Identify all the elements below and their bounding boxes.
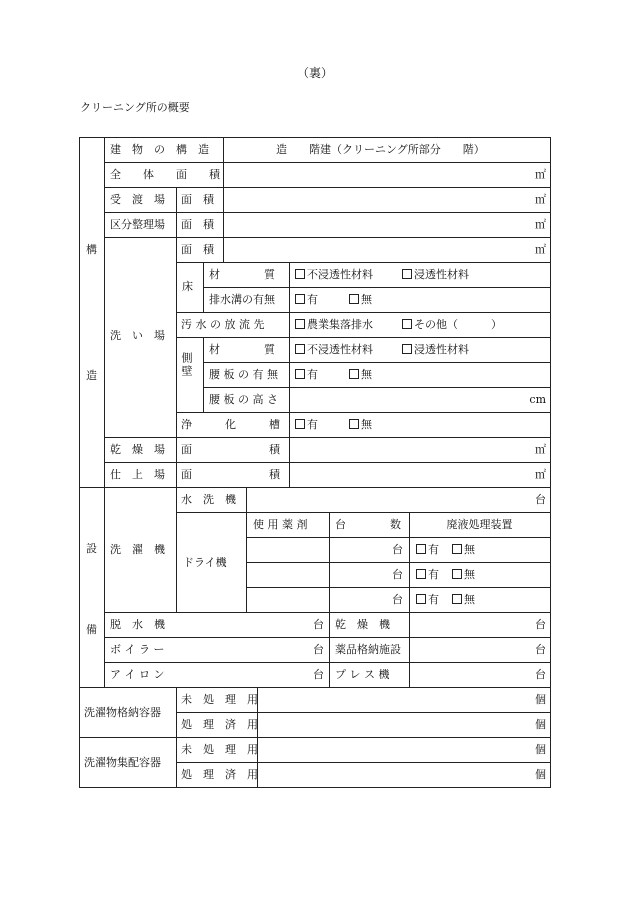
iron-unit: 台 — [313, 668, 324, 681]
floor-material-label: 材 質 — [209, 268, 275, 281]
press-label: プ レ ス 機 — [335, 668, 390, 681]
structure-value: 造 階建（クリーニング所部分 階） — [276, 143, 485, 156]
waist-height-label: 腰 板 の 高 さ — [209, 393, 278, 406]
waste-yes-checkbox-1[interactable] — [416, 544, 426, 554]
floor-material-options: 不浸透性材料 浸透性材料 — [295, 269, 469, 280]
drainage-agri-checkbox[interactable] — [295, 319, 305, 329]
receiving-area-area-label: 面 積 — [181, 193, 214, 206]
dry-machine-label: ドライ機 — [183, 556, 227, 569]
side-label: （裏） — [296, 66, 333, 80]
dry-count-unit-3: 台 — [392, 593, 403, 606]
drainage-options: 農業集落排水 その他（ ） — [295, 319, 502, 330]
drying-area-area-label: 面 積 — [181, 443, 280, 456]
dry-waste-options-1: 有 無 — [416, 544, 475, 555]
total-area-unit: ㎡ — [535, 168, 546, 181]
waste-no-checkbox-1[interactable] — [452, 544, 462, 554]
boiler-unit: 台 — [313, 643, 324, 656]
structure-label-2: 造 — [86, 369, 97, 382]
total-area-label: 全 体 面 積 — [110, 168, 220, 181]
dehydrator-unit: 台 — [313, 618, 324, 631]
sorting-area-unit: ㎡ — [535, 218, 546, 231]
floor-permeable-checkbox[interactable] — [402, 269, 412, 279]
press-unit: 台 — [535, 668, 546, 681]
section-title: クリーニング所の概要 — [80, 101, 190, 114]
dry-count-unit-1: 台 — [392, 543, 403, 556]
washing-area-label: 洗 い 場 — [110, 329, 165, 342]
dryer-label: 乾 燥 機 — [335, 618, 390, 631]
finishing-area-area-label: 面 積 — [181, 468, 280, 481]
wall-permeable-checkbox[interactable] — [402, 344, 412, 354]
septic-yes-checkbox[interactable] — [295, 419, 305, 429]
equipment-label-1: 設 — [86, 542, 97, 555]
structure-label-1: 構 — [86, 243, 97, 256]
wall-material-label: 材 質 — [209, 343, 275, 356]
collection-untreated-unit: 個 — [535, 743, 546, 756]
waste-yes-checkbox-3[interactable] — [416, 594, 426, 604]
waist-board-label: 腰 板 の 有 無 — [209, 368, 278, 381]
dry-waste-options-2: 有 無 — [416, 569, 475, 580]
collection-untreated-label: 未 処 理 用 — [181, 743, 258, 756]
chemical-header: 使 用 薬 剤 — [253, 518, 308, 531]
equipment-label-2: 備 — [86, 623, 97, 636]
dehydrator-label: 脱 水 機 — [110, 618, 165, 631]
waste-no-checkbox-2[interactable] — [452, 569, 462, 579]
side-wall-label: 側壁 — [180, 352, 193, 378]
septic-options: 有 無 — [295, 419, 372, 430]
washer-unit: 台 — [535, 493, 546, 506]
storage-treated-label: 処 理 済 用 — [181, 718, 258, 731]
finishing-area-label: 仕 上 場 — [110, 468, 165, 481]
waist-height-unit: cm — [529, 393, 546, 406]
wall-material-options: 不浸透性材料 浸透性材料 — [295, 344, 469, 355]
chem-storage-label: 薬品格納施設 — [335, 643, 401, 656]
receiving-area-unit: ㎡ — [535, 193, 546, 206]
sorting-area-area-label: 面 積 — [181, 218, 214, 231]
storage-treated-unit: 個 — [535, 718, 546, 731]
floor-label: 床 — [182, 280, 193, 293]
septic-no-checkbox[interactable] — [349, 419, 359, 429]
drain-yes-checkbox[interactable] — [295, 294, 305, 304]
boiler-label: ボ イ ラ ー — [110, 643, 165, 656]
collection-treated-unit: 個 — [535, 768, 546, 781]
floor-nonpermeable-checkbox[interactable] — [295, 269, 305, 279]
waist-yes-checkbox[interactable] — [295, 369, 305, 379]
drain-no-checkbox[interactable] — [349, 294, 359, 304]
washing-area-unit: ㎡ — [535, 243, 546, 256]
iron-label: ア イ ロ ン — [110, 668, 165, 681]
collection-container-label: 洗濯物集配容器 — [84, 756, 161, 769]
drying-area-label: 乾 燥 場 — [110, 443, 165, 456]
drying-area-unit: ㎡ — [535, 443, 546, 456]
drain-ditch-options: 有 無 — [295, 294, 372, 305]
storage-untreated-label: 未 処 理 用 — [181, 693, 258, 706]
receiving-area-label: 受 渡 場 — [110, 193, 165, 206]
waste-device-header: 廃液処理装置 — [446, 518, 513, 531]
waist-board-options: 有 無 — [295, 369, 372, 380]
finishing-area-unit: ㎡ — [535, 468, 546, 481]
sorting-area-label: 区分整理場 — [110, 218, 165, 231]
dry-waste-options-3: 有 無 — [416, 594, 475, 605]
storage-untreated-unit: 個 — [535, 693, 546, 706]
drainage-label: 汚 水 の 放 流 先 — [181, 318, 265, 331]
dryer-unit: 台 — [535, 618, 546, 631]
storage-container-label: 洗濯物格納容器 — [84, 706, 161, 719]
waste-no-checkbox-3[interactable] — [452, 594, 462, 604]
building-structure-label: 建 物 の 構 造 — [110, 143, 209, 156]
chem-storage-unit: 台 — [535, 643, 546, 656]
laundry-machine-label: 洗 濯 機 — [110, 543, 165, 556]
septic-label: 浄 化 槽 — [181, 418, 280, 431]
washer-label: 水 洗 機 — [181, 493, 236, 506]
count-header: 台 数 — [335, 518, 401, 531]
washing-area-area-label: 面 積 — [181, 243, 214, 256]
drain-ditch-label: 排水溝の有無 — [209, 293, 275, 306]
waist-no-checkbox[interactable] — [349, 369, 359, 379]
dry-count-unit-2: 台 — [392, 568, 403, 581]
waste-yes-checkbox-2[interactable] — [416, 569, 426, 579]
wall-nonpermeable-checkbox[interactable] — [295, 344, 305, 354]
drainage-other-checkbox[interactable] — [402, 319, 412, 329]
collection-treated-label: 処 理 済 用 — [181, 768, 258, 781]
